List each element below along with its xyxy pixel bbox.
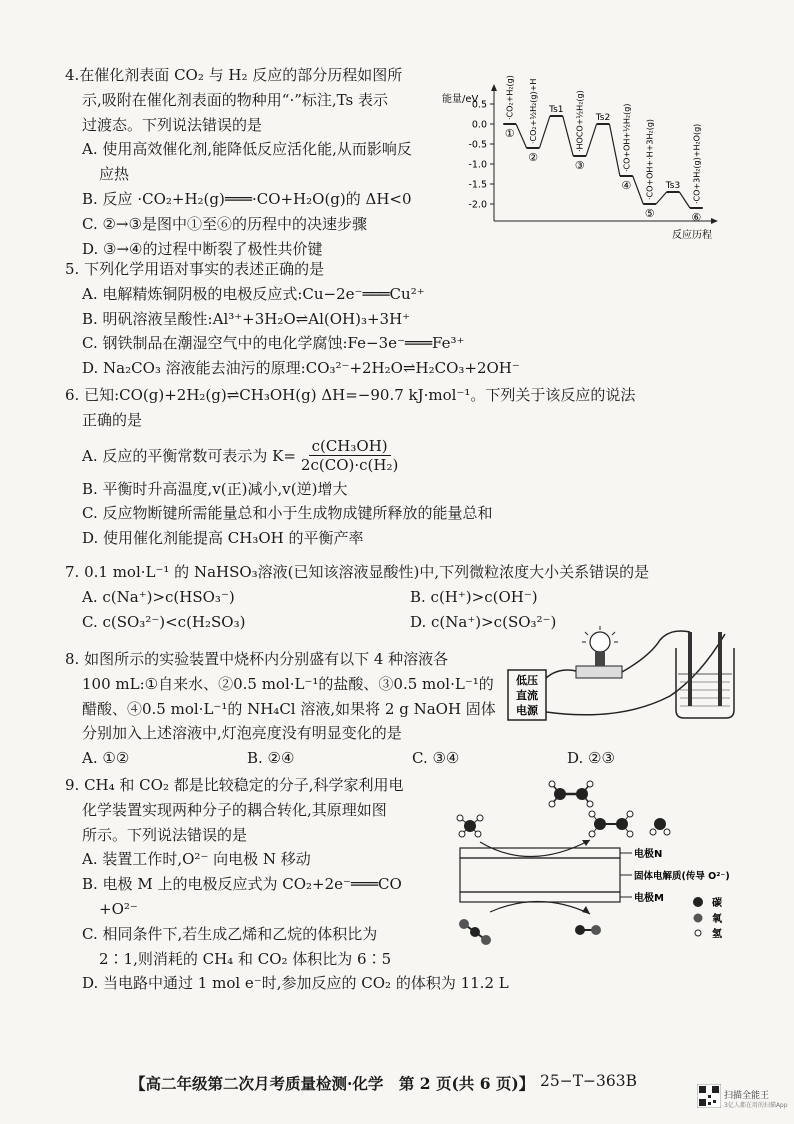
conductivity-apparatus <box>500 626 740 726</box>
q4-option-b: B. 反应 ·CO₂+H₂(g)═══·CO+H₂O(g)的 ΔH<0 <box>82 189 412 208</box>
q4-option-a: A. 使用高效催化剂,能降低反应活化能,从而影响反 <box>82 140 412 159</box>
question-9 <box>65 774 509 997</box>
power-label-3: 电源 <box>516 704 538 717</box>
energy-xlabel: 反应历程 <box>672 230 712 241</box>
q7-stem: 7. 0.1 mol·L⁻¹ 的 NaHSO₃溶液(已知该溶液显酸性)中,下列微粒浓度大小关系错误的是 <box>65 563 650 581</box>
q6-option-a-prefix: A. 反应的平衡常数可表示为 K= <box>82 446 296 465</box>
legend-carbon: 碳 <box>712 898 722 909</box>
q6-stem: 6. 已知:CO(g)+2H₂(g)⇌CH₃OH(g) ΔH=−90.7 kJ·mol⁻¹。下列关于该反应的说法 <box>65 386 636 404</box>
q7-option-d: D. c(Na⁺)>c(SO₃²⁻) <box>410 612 557 631</box>
electrode-1 <box>688 632 692 706</box>
q8-stem-line-2: 100 mL:①自来水、②0.5 mol·L⁻¹的盐酸、③0.5 mol·L⁻¹的 <box>82 674 494 693</box>
solid-electrolyte-layer <box>460 858 620 892</box>
molecule-co-icon <box>575 925 601 935</box>
arrow-head-cathode <box>582 906 590 914</box>
q7-option-c: C. c(SO₃²⁻)<c(H₂SO₃) <box>82 612 246 631</box>
q5-stem: 5. 下列化学用语对事实的表述正确的是 <box>65 260 325 278</box>
energy-level-number: ③ <box>574 159 585 172</box>
energy-level-species: ·CO+OH+½H₂(g) <box>622 103 632 172</box>
energy-ylabel: 能量/eV <box>442 94 479 105</box>
molecule-co2-icon <box>459 919 491 945</box>
energy-connector <box>539 116 550 148</box>
legend-oxygen: 氧 <box>712 914 722 925</box>
power-label-2: 直流 <box>516 689 538 702</box>
q4-stem-line-1: 4.在催化剂表面 CO₂ 与 H₂ 反应的部分历程如图所 <box>65 66 403 84</box>
q6-option-b: B. 平衡时升高温度,v(正)减小,v(逆)增大 <box>82 479 348 498</box>
q7-option-a: A. c(Na⁺)>c(HSO₃⁻) <box>82 587 235 606</box>
q7-options-row-1 <box>65 586 649 611</box>
paper-code: 25−T−363B <box>540 1072 638 1090</box>
label-electrode-m: 电极M <box>634 893 664 904</box>
q8-stem-line-3: 醋酸、④0.5 mol·L⁻¹的 NH₄Cl 溶液,如果将 2 g NaOH 固体 <box>82 699 496 718</box>
q5-option-b: B. 明矾溶液呈酸性:Al³⁺+3H₂O⇌Al(OH)₃+3H⁺ <box>82 309 411 328</box>
question-7 <box>65 561 649 635</box>
bulb-icon <box>590 632 610 652</box>
q9-stem-line-1: 9. CH₄ 和 CO₂ 都是比较稳定的分子,科学家利用电 <box>65 776 404 794</box>
label-electrolyte: 固体电解质(传导 O²⁻) <box>634 871 730 882</box>
energy-connector <box>609 124 620 176</box>
energy-connector <box>563 116 574 156</box>
question-5 <box>65 258 520 382</box>
energy-level-number: ④ <box>621 179 632 192</box>
bulb-socket <box>595 652 605 666</box>
molecule-ethane-icon <box>589 811 633 837</box>
q8-option-b: B. ②④ <box>247 749 295 768</box>
molecule-ethylene-icon <box>549 781 593 807</box>
energy-ytick-label: -2.0 <box>468 199 487 211</box>
energy-level-number: ⑥ <box>691 211 702 224</box>
q6-option-d: D. 使用催化剂能提高 CH₃OH 的平衡产率 <box>82 529 364 548</box>
energy-connector <box>656 192 667 204</box>
energy-ytick-label: -1.5 <box>468 179 487 191</box>
q8-option-a: A. ①② <box>82 749 130 768</box>
q9-option-d: D. 当电路中通过 1 mol e⁻时,参加反应的 CO₂ 的体积为 11.2 L <box>82 974 509 993</box>
q8-option-d: D. ②③ <box>567 749 615 768</box>
beaker-icon <box>676 648 734 718</box>
energy-connector <box>679 192 690 208</box>
q9-option-c-cont: 2∶1,则消耗的 CH₄ 和 CO₂ 体积比为 6∶5 <box>99 949 392 968</box>
q4-option-d: D. ③→④的过程中断裂了极性共价键 <box>82 239 323 258</box>
energy-ytick-label: 0.5 <box>471 99 487 111</box>
energy-y-arrow <box>491 84 497 91</box>
solution-hatching <box>680 682 730 706</box>
energy-level-species: Ts2 <box>595 113 611 123</box>
electrode-m-layer <box>460 892 620 902</box>
scanner-tagline: 3亿人都在用的扫描App <box>724 1102 788 1109</box>
q8-option-c: C. ③④ <box>412 749 460 768</box>
energy-connector <box>516 124 527 148</box>
q4-option-a-cont: 应热 <box>99 165 130 184</box>
molecule-methane-icon <box>457 815 483 837</box>
energy-level-species: ·CO+3H₂(g)+H₂O(g) <box>692 123 702 204</box>
energy-connector <box>633 176 644 204</box>
legend-hydrogen-icon <box>695 930 701 936</box>
q5-option-a: A. 电解精炼铜阴极的电极反应式:Cu−2e⁻═══Cu²⁺ <box>82 284 425 303</box>
wire-left <box>546 670 580 678</box>
q5-option-d: D. Na₂CO₃ 溶液能去油污的原理:CO₃²⁻+2H₂O⇌H₂CO₃+2OH⁻ <box>82 359 520 378</box>
q9-option-c: C. 相同条件下,若生成乙烯和乙烷的体积比为 <box>82 924 378 943</box>
q4-option-c: C. ②→③是图中①至⑥的历程中的决速步骤 <box>82 214 367 233</box>
page-footer-title: 【高二年级第二次月考质量检测·化学 第 2 页(共 6 页)】 <box>130 1074 535 1093</box>
q9-stem-line-2: 化学装置实现两种分子的耦合转化,其原理如图 <box>82 800 387 819</box>
wire-to-electrode-1 <box>622 631 690 672</box>
molecule-water-icon <box>650 818 670 835</box>
energy-ytick-label: -1.0 <box>468 159 487 171</box>
energy-level-number: ② <box>528 151 538 164</box>
energy-level-species: ·CO₂+H₂(g) <box>505 75 515 120</box>
q7-option-b: B. c(H⁺)>c(OH⁻) <box>410 587 538 606</box>
energy-x-arrow <box>711 218 718 224</box>
q9-stem-line-3: 所示。下列说法错误的是 <box>82 825 248 844</box>
energy-connector <box>586 124 597 156</box>
energy-level-species: Ts3 <box>665 181 681 191</box>
energy-level-species: Ts1 <box>549 105 564 115</box>
question-6 <box>65 384 635 552</box>
arrow-cathode-reaction <box>490 901 590 914</box>
electrode-2 <box>718 632 722 706</box>
fraction-numerator: c(CH₃OH) <box>309 437 391 456</box>
q9-option-b-cont: +O²⁻ <box>99 899 138 918</box>
energy-ytick-label: -0.5 <box>468 139 487 151</box>
energy-level-number: ① <box>504 127 515 140</box>
q8-options <box>65 747 615 772</box>
q4-stem-line-3: 过渡态。下列说法错误的是 <box>82 115 263 134</box>
q4-stem-line-2: 示,吸附在催化剂表面的物种用“·”标注,Ts 表示 <box>82 90 389 109</box>
energy-ytick-label: 0.0 <box>471 119 487 131</box>
energy-profile-diagram <box>440 66 725 246</box>
energy-level-number: ⑤ <box>644 207 655 220</box>
q6-option-a <box>65 434 635 478</box>
legend-oxygen-icon <box>694 914 703 923</box>
energy-level-species: ·CO₂+½H₂(g)+H <box>529 78 538 144</box>
q5-option-c: C. 钢铁制品在潮湿空气中的电化学腐蚀:Fe−3e⁻═══Fe³⁺ <box>82 334 465 353</box>
question-4 <box>65 64 412 262</box>
equilibrium-fraction <box>298 437 401 474</box>
lamp-base <box>576 666 622 678</box>
q8-stem-line-1: 8. 如图所示的实验装置中烧杯内分别盛有以下 4 种溶液各 <box>65 650 449 668</box>
q6-option-c: C. 反应物断键所需能量总和小于生成物成键所释放的能量总和 <box>82 504 493 523</box>
label-electrode-n: 电极N <box>634 849 663 860</box>
q6-stem-2: 正确的是 <box>82 410 143 429</box>
scanner-brand: 扫描全能王 <box>724 1091 770 1101</box>
q8-stem-line-4: 分别加入上述溶液中,灯泡亮度没有明显变化的是 <box>82 724 402 743</box>
q9-option-b: B. 电极 M 上的电极反应式为 CO₂+2e⁻═══CO <box>82 875 402 894</box>
energy-level-species: ·CO+OH+·H+3H₂(g) <box>645 118 655 200</box>
fraction-denominator: 2c(CO)·c(H₂) <box>300 456 399 475</box>
energy-level-species: ·HOCO+½H₂(g) <box>575 90 585 152</box>
legend-hydrogen: 氢 <box>712 929 722 940</box>
qr-code-icon <box>697 1084 721 1108</box>
q9-option-a: A. 装置工作时,O²⁻ 向电极 N 移动 <box>82 850 311 869</box>
legend-carbon-icon <box>693 897 703 907</box>
power-label-1: 低压 <box>516 674 538 687</box>
electrochemical-cell-diagram <box>450 772 760 957</box>
